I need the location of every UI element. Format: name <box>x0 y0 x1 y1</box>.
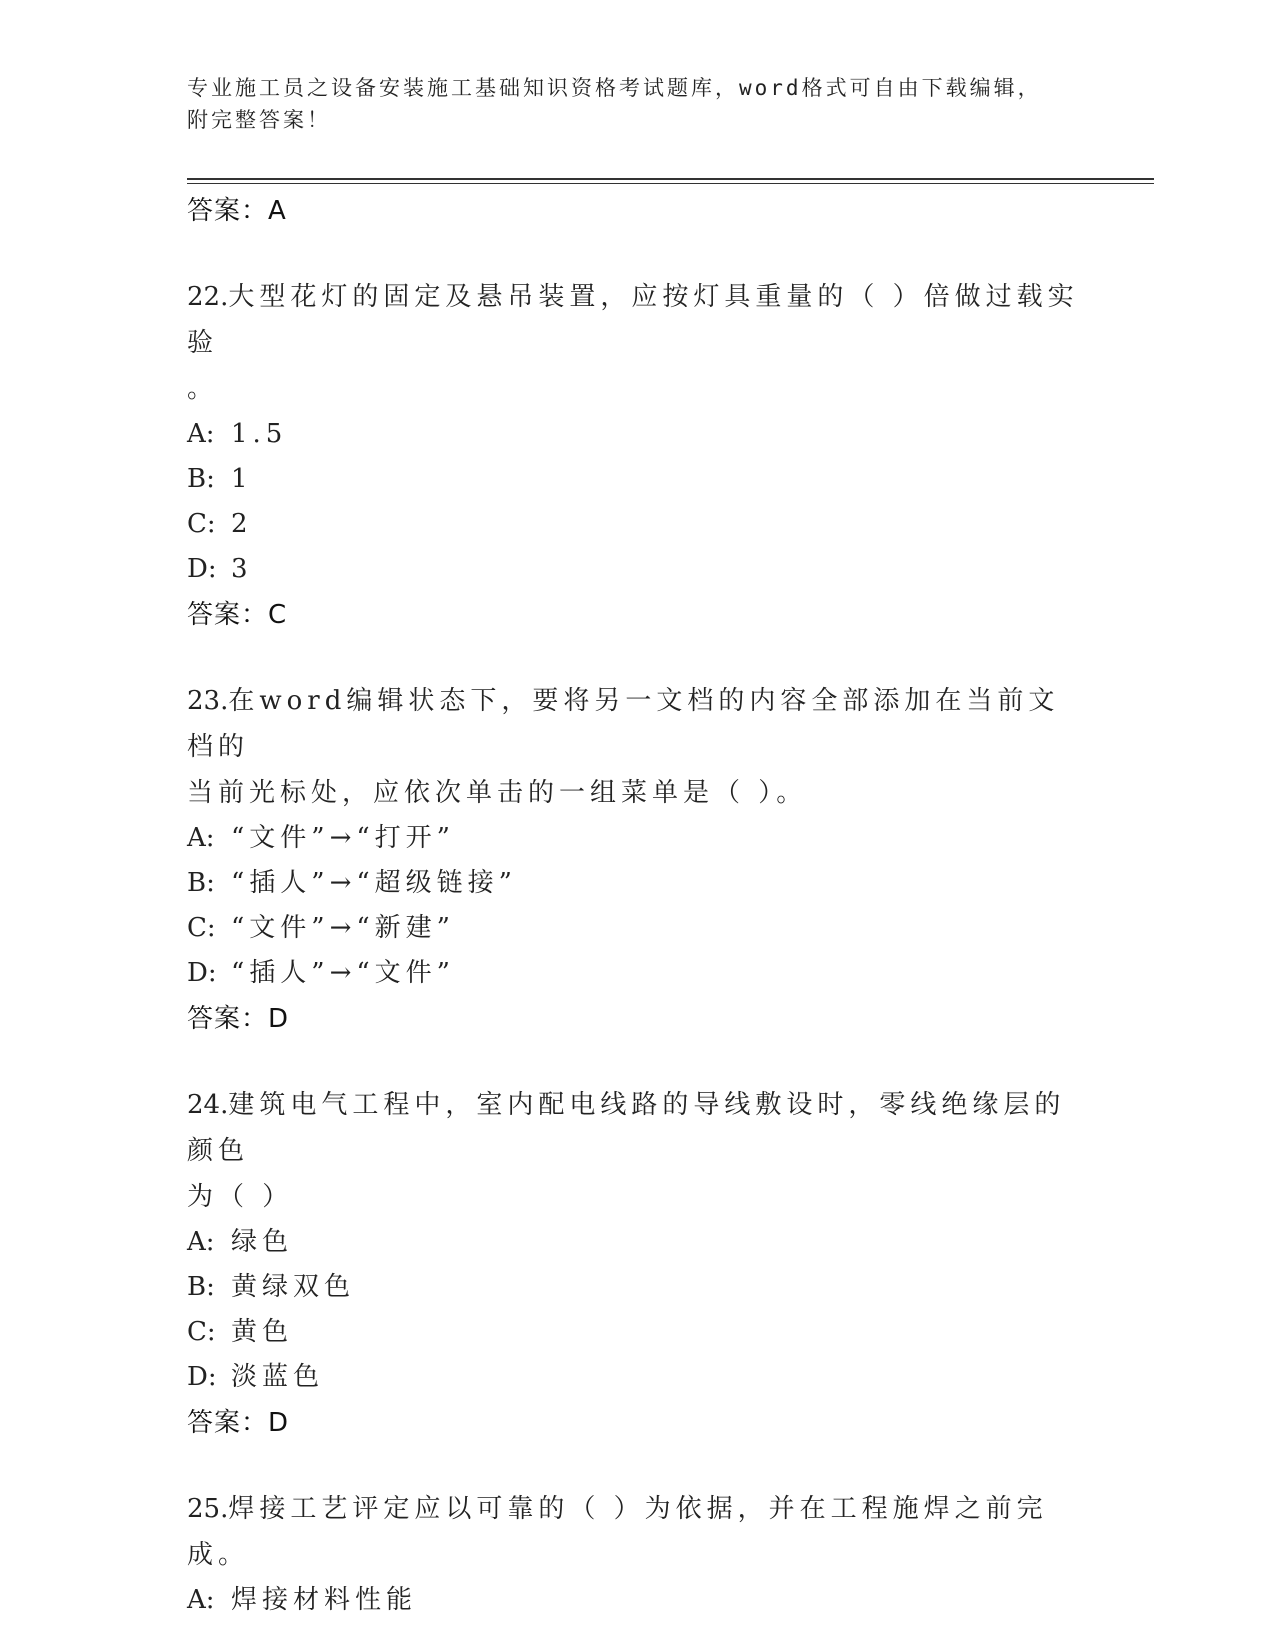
question-number: 24. <box>187 1090 229 1120</box>
question-stem-continued: 为（ ） <box>187 1182 294 1212</box>
option-text: “文件”→“打开” <box>231 823 455 853</box>
header-line-2: 附完整答案！ <box>187 108 331 132</box>
option-text: 黄色 <box>231 1317 294 1347</box>
option-d <box>187 951 1087 996</box>
question-text: 建筑电气工程中，室内配电线路的导线敷设时，零线绝缘层的颜色 <box>187 1090 1066 1166</box>
option-text: 1 <box>231 464 253 494</box>
option-key: A: <box>187 419 215 449</box>
option-a <box>187 816 1087 861</box>
question-text: 焊接工艺评定应以可靠的（ ）为依据，并在工程施焊之前完成。 <box>187 1494 1048 1570</box>
question-stem-continued: 。 <box>187 374 219 404</box>
option-b <box>187 457 1087 502</box>
option-text: 淡蓝色 <box>231 1362 325 1392</box>
option-key: A: <box>187 1585 215 1615</box>
question-text: 大型花灯的固定及悬吊装置，应按灯具重量的（ ）倍做过载实验 <box>187 282 1079 358</box>
option-a <box>187 1578 1087 1623</box>
answer-line: 答案：A <box>187 196 287 226</box>
header-line-1: 专业施工员之设备安装施工基础知识资格考试题库，word格式可自由下载编辑， <box>187 76 1042 100</box>
option-c <box>187 1310 1087 1355</box>
question-22 <box>187 274 1087 638</box>
option-d <box>187 547 1087 592</box>
header-rule-thin <box>187 183 1154 184</box>
answer-line: 答案：D <box>187 1004 290 1034</box>
question-stem-continued: 当前光标处，应依次单击的一组菜单是（ ）。 <box>187 778 808 808</box>
option-text: 1.5 <box>231 419 288 449</box>
option-a <box>187 412 1087 457</box>
document-header <box>187 72 1067 136</box>
question-stem <box>187 1486 1087 1578</box>
question-text: 在word编辑状态下，要将另一文档的内容全部添加在当前文档的 <box>187 686 1060 762</box>
option-key: D: <box>187 554 217 584</box>
option-key: B: <box>187 1272 215 1302</box>
option-key: B: <box>187 868 215 898</box>
question-number: 22. <box>187 282 229 312</box>
question-stem <box>187 1082 1087 1174</box>
option-d <box>187 1355 1087 1400</box>
question-number: 23. <box>187 686 229 716</box>
option-key: C: <box>187 913 216 943</box>
question-list <box>187 188 1087 1623</box>
question-stem <box>187 678 1087 770</box>
option-text: “文件”→“新建” <box>231 913 455 943</box>
option-c <box>187 906 1087 951</box>
option-a <box>187 1220 1087 1265</box>
question-stem <box>187 274 1087 366</box>
option-text: 焊接材料性能 <box>231 1585 418 1615</box>
option-key: C: <box>187 1317 216 1347</box>
option-key: D: <box>187 1362 217 1392</box>
option-key: D: <box>187 958 217 988</box>
option-text: 黄绿双色 <box>231 1272 356 1302</box>
header-rule-thick <box>187 178 1154 180</box>
option-text: 3 <box>231 554 253 584</box>
option-text: “插人”→“文件” <box>231 958 455 988</box>
question-24 <box>187 1082 1087 1446</box>
option-key: A: <box>187 1227 215 1257</box>
option-text: 2 <box>231 509 253 539</box>
option-text: 绿色 <box>231 1227 294 1257</box>
option-key: A: <box>187 823 215 853</box>
option-key: C: <box>187 509 216 539</box>
option-c <box>187 502 1087 547</box>
question-25 <box>187 1486 1087 1623</box>
option-key: B: <box>187 464 215 494</box>
question-number: 25. <box>187 1494 229 1524</box>
answer-line: 答案：D <box>187 1408 290 1438</box>
option-b <box>187 861 1087 906</box>
answer-line: 答案：C <box>187 600 288 630</box>
question-23 <box>187 678 1087 1042</box>
option-text: “插人”→“超级链接” <box>231 868 517 898</box>
option-b <box>187 1265 1087 1310</box>
